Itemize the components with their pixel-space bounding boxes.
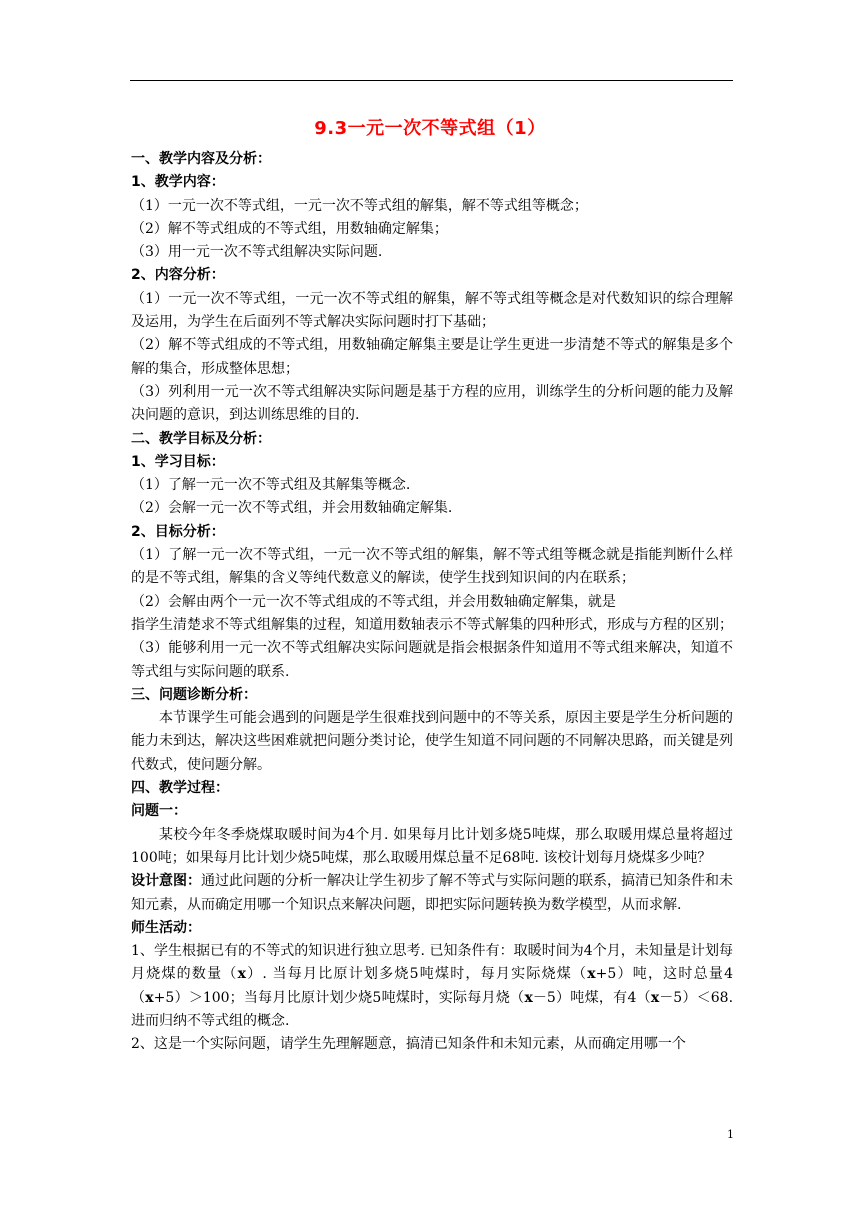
variable-x: x: [587, 966, 596, 983]
paragraph: 2、这是一个实际问题，请学生先理解题意，搞清已知条件和未知元素，从而确定用哪一个: [131, 1036, 686, 1053]
text-run: +5）＞100；当每月比原计划少烧5吨煤时，实际每月烧（: [153, 989, 525, 1006]
variable-x: x: [650, 989, 660, 1006]
design-intent-label: 设计意图：: [131, 873, 201, 890]
activity-paragraph-1: [131, 940, 733, 1033]
paragraph: （3）列利用一元一次不等式组解决实际问题是基于方程的应用，训练学生的分析问题的能力及解决问题的意识，到达训练思维的目的.: [131, 383, 733, 424]
paragraph: 某校今年冬季烧煤取暖时间为4个月. 如果每月比计划多烧5吨煤，那么取暖用煤总量将超过100吨；如果每月比计划少烧5吨煤，那么取暖用煤总量不足68吨. 该校计划每月烧煤多少吨？: [131, 826, 733, 866]
section-heading: 一、教学内容及分析：: [131, 151, 271, 167]
paragraph: （2）会解一元一次不等式组，并会用数轴确定解集.: [131, 500, 453, 517]
page-number: 1: [727, 1128, 734, 1141]
paragraph: （3）用一元一次不等式组解决实际问题.: [131, 244, 383, 261]
section-heading: 三、问题诊断分析：: [131, 686, 257, 703]
activity-label: 师生活动：: [131, 919, 201, 936]
paragraph: （1）了解一元一次不等式组，一元一次不等式组的解集，解不等式组等概念就是指能判断什么样的是不等式组，解集的含义等纯代数意义的解读，使学生找到知识间的内在联系；: [131, 547, 733, 587]
paragraph: 指学生清楚求不等式组解集的过程，知道用数轴表示不等式解集的四种形式，形成与方程的区别；: [131, 616, 733, 633]
design-intent-text: 通过此问题的分析一解决让学生初步了解不等式与实际问题的联系，搞清已知条件和未知元素，从而确定用哪一个知识点来解决问题，即把实际问题转换为数学模型，从而求解.: [131, 873, 733, 913]
document-body: [131, 148, 733, 1057]
subsection-heading: 1、教学内容：: [131, 174, 225, 191]
problem-label: 问题一：: [131, 803, 187, 820]
text-run: +5）吨，这时总量4（: [131, 966, 733, 1006]
paragraph: （2）会解由两个一元一次不等式组成的不等式组，并会用数轴确定解集，就是: [131, 593, 616, 610]
document-title: 9.3一元一次不等式组（1）: [314, 118, 546, 139]
subsection-heading: 2、目标分析：: [131, 523, 225, 540]
text-run: －5）吨煤，有4（: [532, 989, 651, 1006]
text-run: 1、学生根据已有的不等式的知识进行独立思考. 已知条件有：取暖时间为4个月，未知量是计划每月烧煤的数量（: [131, 943, 733, 983]
section-heading: 四、教学过程：: [131, 780, 229, 797]
paragraph: （2）解不等式组成的不等式组，用数轴确定解集主要是让学生更进一步清楚不等式的解集是多个解的集合，形成整体思想；: [131, 337, 733, 377]
paragraph: （1）一元一次不等式组，一元一次不等式组的解集，解不等式组等概念；: [131, 197, 588, 214]
subsection-heading: 2、内容分析：: [131, 267, 225, 284]
paragraph: 本节课学生可能会遇到的问题是学生很难找到问题中的不等关系，原因主要是学生分析问题的能力未到达，解决这些困难就把问题分类讨论，使学生知道不同问题的不同解决思路，而关键是列代数式，使问题分解。: [131, 710, 733, 773]
text-run: ）. 当每月比原计划多烧5吨煤时，每月实际烧煤（: [245, 966, 588, 983]
subsection-heading: 1、学习目标：: [131, 453, 225, 470]
paragraph: （2）解不等式组成的不等式组，用数轴确定解集；: [131, 220, 448, 237]
variable-x: x: [145, 989, 154, 1006]
paragraph: （1）一元一次不等式组，一元一次不等式组的解集，解不等式组等概念是对代数知识的综合理解及运用，为学生在后面列不等式解决实际问题时打下基础；: [131, 290, 733, 331]
text-run: －5）＜68. 进而归纳不等式组的概念.: [131, 989, 734, 1029]
design-intent-paragraph: [131, 870, 733, 917]
paragraph: （3）能够利用一元一次不等式组解决实际问题就是指会根据条件知道用不等式组来解决，知道不等式组与实际问题的联系.: [131, 640, 733, 680]
paragraph: （1）了解一元一次不等式组及其解集等概念.: [131, 477, 411, 494]
section-heading: 二、教学目标及分析：: [131, 430, 271, 447]
variable-x: x: [237, 966, 246, 983]
header-rule: [130, 80, 733, 81]
variable-x: x: [524, 989, 533, 1006]
